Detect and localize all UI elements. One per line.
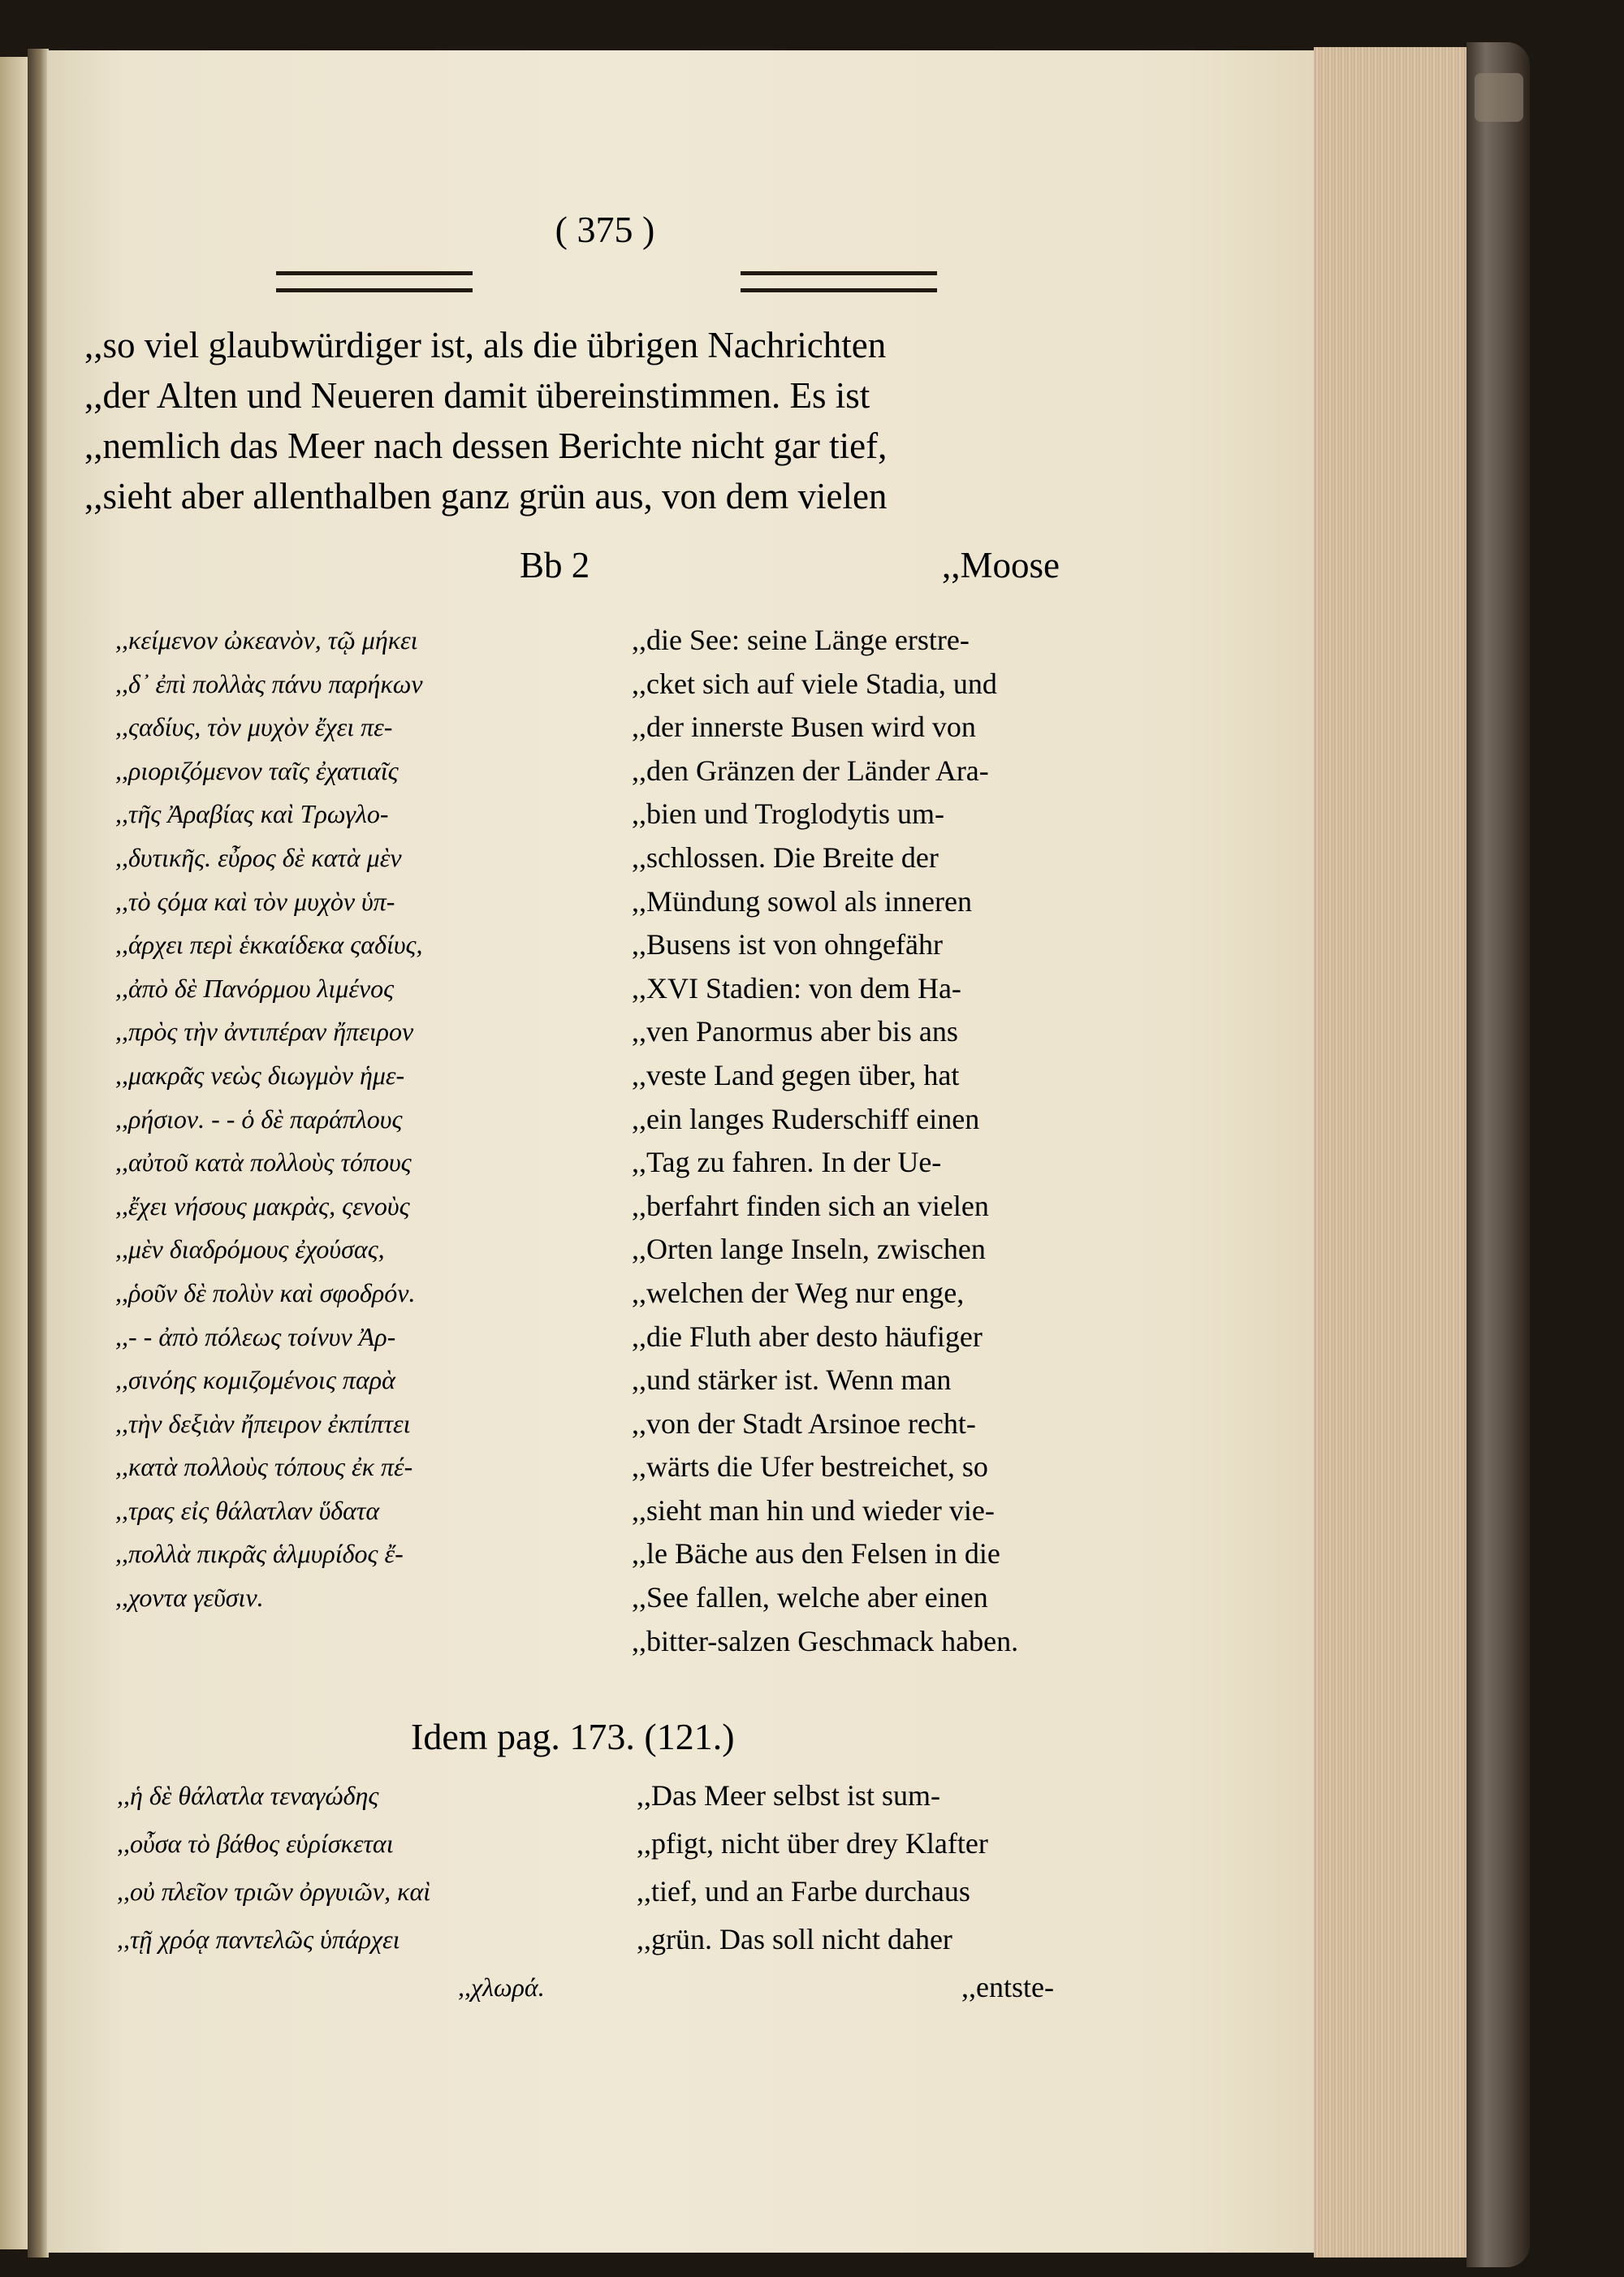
greek-line: ,,- - ἀπὸ πόλεως τοίνυν Ἀρ-	[115, 1321, 396, 1351]
german-line: ,,die Fluth aber desto häufiger	[632, 1320, 983, 1353]
german-line: ,,schlossen. Die Breite der	[632, 840, 939, 874]
german-line: ,,Das Meer selbst ist sum-	[637, 1779, 940, 1812]
german-line: ,,wärts die Ufer bestreichet, so	[632, 1450, 988, 1484]
page-block-edges	[1314, 47, 1475, 2258]
greek-line: ,,ἡ δὲ θάλατλα τεναγώδης	[117, 1781, 379, 1810]
header-rule-left	[276, 271, 473, 292]
signature-mark: Bb 2	[520, 545, 590, 585]
german-line: ,,Busens ist von ohngefähr	[632, 928, 943, 961]
header-rule-right	[741, 271, 937, 292]
german-line: ,,bien und Troglodytis um-	[632, 797, 945, 831]
catchword-top: ,,Moose	[942, 545, 1060, 585]
greek-line: ,,ςαδίυς, τὸν μυχὸν ἔχει πε-	[115, 712, 393, 742]
main-line: ,,so viel glaubwürdiger ist, als die übrigen Nachrichten	[84, 325, 887, 365]
greek-line: ,,κατὰ πολλοὺς τόπους ἐκ πέ-	[115, 1452, 413, 1482]
greek-line: ,,αὐτοῦ κατὰ πολλοὺς τόπους	[115, 1147, 412, 1177]
german-line: ,,bitter-salzen Geschmack haben.	[632, 1624, 1019, 1657]
greek-line: ,,ἀπὸ δὲ Πανόρμου λιμένος	[115, 973, 395, 1003]
greek-line: ,,τρας εἰς θάλατλαν ὕδατα	[115, 1495, 380, 1525]
german-line: ,,ven Panormus aber bis ans	[632, 1015, 958, 1048]
german-column-2	[637, 1772, 1091, 2011]
page-number: ( 375 )	[555, 209, 655, 250]
greek-line: ,,τῇ χρόᾳ παντελῶς ὑπάρχει	[117, 1925, 400, 1954]
german-line: ,,den Gränzen der Länder Ara-	[632, 754, 989, 787]
greek-line: ,,άρχει περὶ ἑκκαίδεκα ςαδίυς,	[115, 930, 423, 960]
german-line: ,,der innerste Busen wird von	[632, 711, 976, 744]
cover-band	[1475, 73, 1523, 122]
book-cover	[1466, 42, 1530, 2267]
greek-line: ,,ἔχει νήσους μακρὰς, ςενοὺς	[115, 1190, 410, 1221]
greek-line: ,,πολλὰ πικρᾶς ἁλμυρίδος ἔ-	[115, 1539, 404, 1569]
german-line: ,,sieht man hin und wieder vie-	[632, 1493, 995, 1527]
german-line: ,,welchen der Weg nur enge,	[632, 1276, 965, 1309]
german-line: ,,von der Stadt Arsinoe recht-	[632, 1406, 976, 1440]
german-line: ,,Mündung sowol als inneren	[632, 884, 972, 918]
german-line: ,,und stärker ist. Wenn man	[632, 1363, 952, 1397]
greek-line: ,,δυτικῆς. εὖρος δὲ κατὰ μὲν	[115, 842, 402, 872]
greek-line: ,,πρὸς τὴν ἀντιπέραν ἤπειρον	[115, 1017, 414, 1047]
reference-line: Idem pag. 173. (121.)	[411, 1716, 735, 1757]
greek-line: ,,μακρᾶς νεὼς διωγμὸν ἡμε-	[115, 1060, 405, 1090]
main-line: ,,der Alten und Neueren damit übereinstimmen. Es ist	[84, 375, 870, 416]
main-paragraph	[84, 320, 1083, 521]
german-line: ,,Tag zu fahren. In der Ue-	[632, 1146, 942, 1179]
greek-line: ,,ῥοῦν δὲ πολὺν καὶ σφοδρόν.	[115, 1277, 416, 1307]
greek-line: ,,τῆς Ἀραβίας καὶ Τρωγλο-	[115, 799, 389, 829]
book-gutter	[28, 49, 49, 2258]
greek-line: ,,σινόης κομιζομένοις παρὰ	[115, 1365, 395, 1395]
greek-line: ,,χλωρά.	[458, 1972, 545, 2002]
german-line: ,,veste Land gegen über, hat	[632, 1058, 960, 1091]
greek-column-1	[115, 619, 627, 1620]
german-line: ,,le Bäche aus den Felsen in die	[632, 1537, 1000, 1571]
greek-line: ,,τὴν δεξιὰν ἤπειρον ἐκπίπτει	[115, 1408, 411, 1438]
german-line: ,,Orten lange Inseln, zwischen	[632, 1233, 986, 1266]
main-line: ,,nemlich das Meer nach dessen Berichte nicht gar tief,	[84, 426, 888, 466]
greek-line: ,,ριοριζόμενον ταῖς ἐχατιαῖς	[115, 755, 399, 785]
german-line: ,,See fallen, welche aber einen	[632, 1581, 988, 1614]
facing-page-edge	[0, 57, 28, 2249]
greek-line: ,,μὲν διαδρόμους ἐχούσας,	[115, 1234, 385, 1264]
german-column-1	[632, 619, 1086, 1663]
german-line: ,,pfigt, nicht über drey Klafter	[637, 1827, 988, 1860]
german-line: ,,die See: seine Länge erstre-	[632, 624, 970, 656]
german-line: ,,grün. Das soll nicht daher	[637, 1923, 952, 1955]
german-line: ,,ein langes Ruderschiff einen	[632, 1102, 980, 1135]
greek-line: ,,οὐ πλεῖον τριῶν ὀργυιῶν, καὶ	[117, 1877, 431, 1906]
german-line: ,,XVI Stadien: von dem Ha-	[632, 971, 961, 1005]
main-line: ,,sieht aber allenthalben ganz grün aus, von dem vielen	[84, 476, 888, 516]
german-line: ,,cket sich auf viele Stadia, und	[632, 667, 997, 700]
greek-column-2	[117, 1772, 628, 2011]
greek-line: ,,τὸ ςόμα καὶ τὸν μυχὸν ὑπ-	[115, 886, 395, 916]
catchword-bottom: ,,entste-	[961, 1971, 1054, 2003]
greek-line: ,,ρήσιον. - - ὁ δὲ παράπλους	[115, 1104, 403, 1134]
greek-line: ,,οὖσα τὸ βάθος εὑρίσκεται	[117, 1829, 394, 1858]
german-line: ,,berfahrt finden sich an vielen	[632, 1189, 989, 1222]
greek-line: ,,δ᾽ ἐπὶ πολλὰς πάνυ παρήκων	[115, 668, 423, 698]
greek-line: ,,κείμενον ὠκεανὸν, τῷ μήκει	[115, 625, 418, 655]
german-line: ,,tief, und an Farbe durchaus	[637, 1875, 970, 1908]
greek-line: ,,χοντα γεῦσιν.	[115, 1583, 264, 1613]
